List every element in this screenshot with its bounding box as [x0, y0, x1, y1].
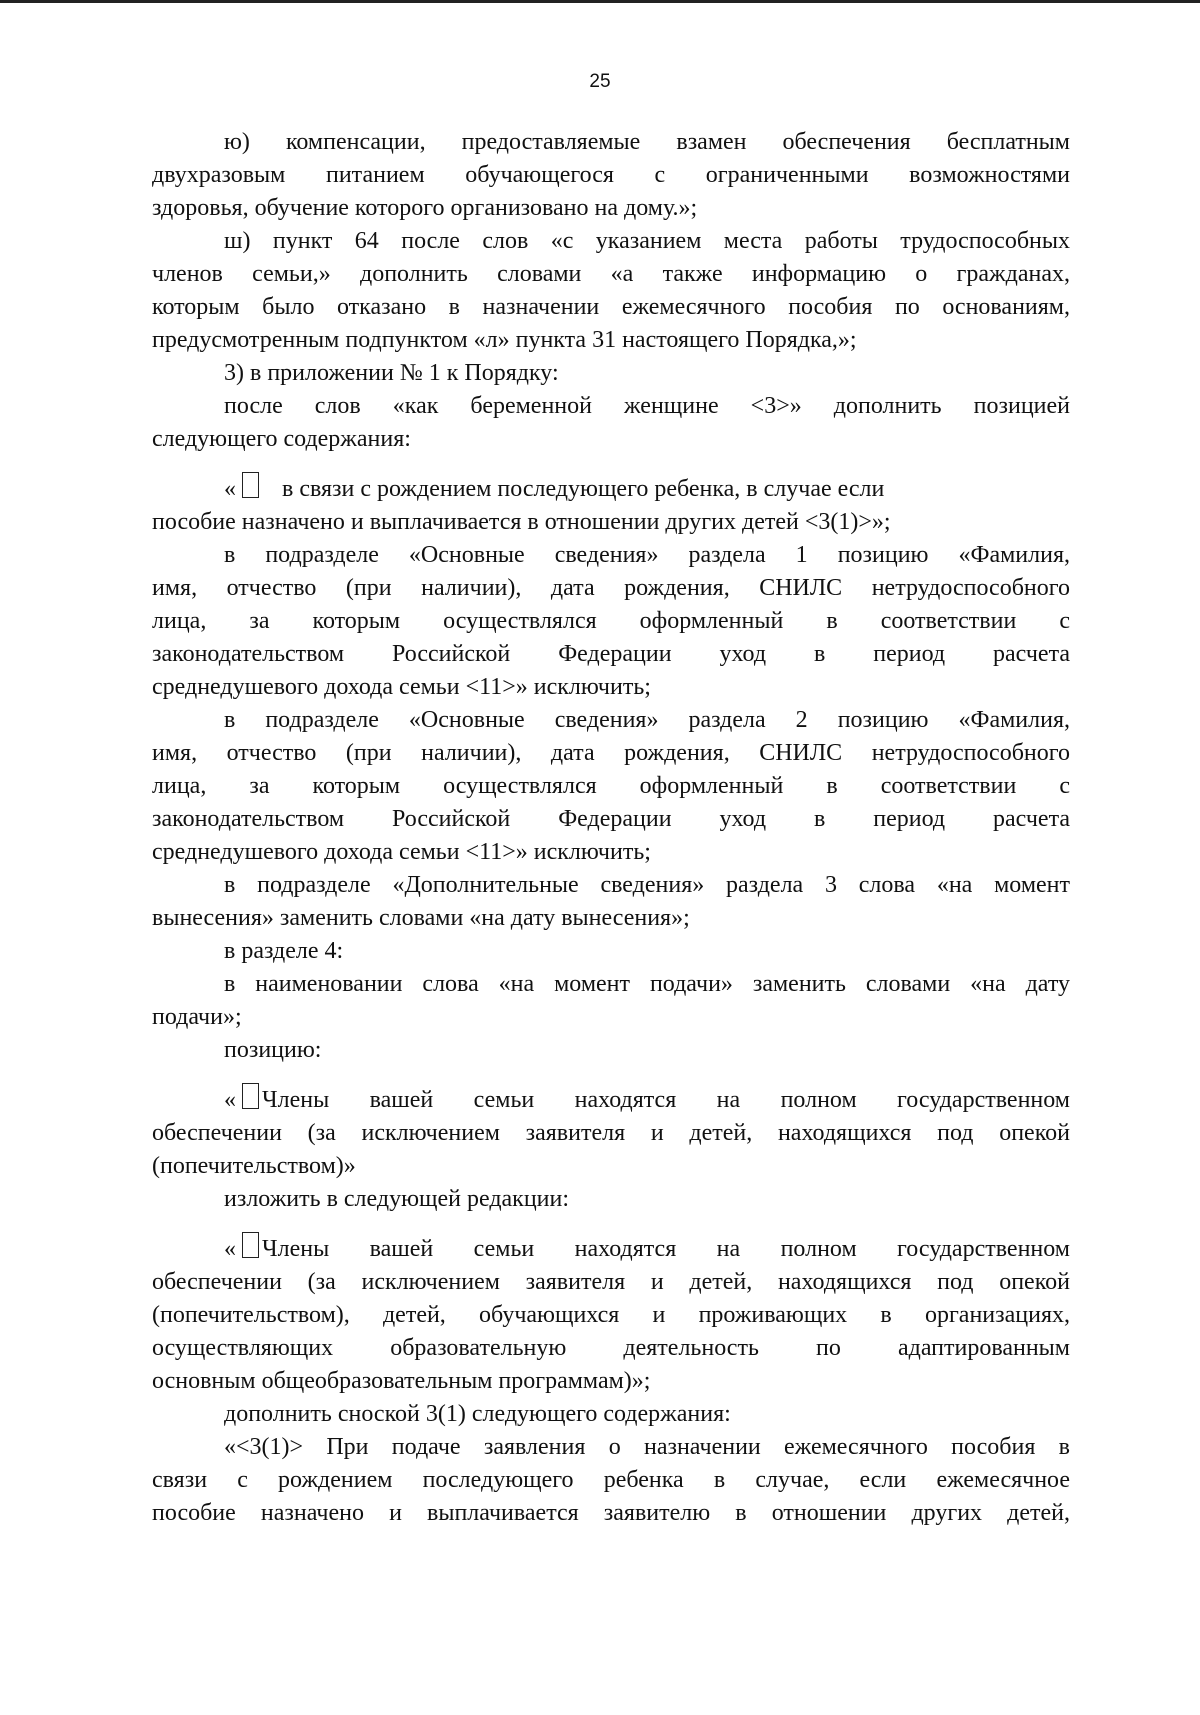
checkbox-square-icon: [242, 1232, 259, 1258]
text-line: вынесения» заменить словами «на дату вынесения»;: [152, 905, 690, 931]
position-text: Члены вашей семьи находятся на полном государственном: [262, 1236, 1070, 1262]
footnote-3-1: [152, 1431, 1070, 1530]
text-line: здоровья, обучение которого организовано на дому.»;: [152, 195, 698, 221]
paragraph-footnote-add: [152, 1398, 1070, 1431]
position-birth-next-child: [152, 472, 1070, 539]
text-line: лица, за которым осуществлялся оформленный в соответствии с: [152, 608, 1070, 634]
paragraph-section-2: [152, 704, 1070, 869]
paragraph-position-label: [152, 1034, 1070, 1067]
position-new-family-support: [152, 1232, 1070, 1398]
position-text: Члены вашей семьи находятся на полном государственном: [262, 1087, 1070, 1113]
paragraph-appendix-1: [152, 357, 1070, 390]
text-line: имя, отчество (при наличии), дата рождения, СНИЛС нетрудоспособного: [152, 575, 1070, 601]
text-line: обеспечении (за исключением заявителя и детей, находящихся под опекой: [152, 1120, 1070, 1146]
text-line: «<3(1)> При подаче заявления о назначении ежемесячного пособия в: [224, 1434, 1070, 1460]
opening-quote: «: [224, 1236, 236, 1262]
text-line: ш) пункт 64 после слов «с указанием места работы трудоспособных: [224, 228, 1070, 254]
text-line: обеспечении (за исключением заявителя и детей, находящихся под опекой: [152, 1269, 1070, 1295]
top-border-line: [0, 0, 1200, 3]
checkbox-square-icon: [242, 1083, 259, 1109]
opening-quote: «: [224, 476, 236, 502]
position-old-family-support: [152, 1083, 1070, 1183]
paragraph-section-1: [152, 539, 1070, 704]
text-line: 3) в приложении № 1 к Порядку:: [224, 360, 559, 386]
text-line: лица, за которым осуществлялся оформленный в соответствии с: [152, 773, 1070, 799]
text-line: ю) компенсации, предоставляемые взамен обеспечения бесплатным: [224, 129, 1070, 155]
text-line: двухразовым питанием обучающегося с ограниченными возможностями: [152, 162, 1070, 188]
text-line: основным общеобразовательным программам)»;: [152, 1368, 651, 1394]
text-line: (попечительством)»: [152, 1153, 356, 1179]
document-body: [152, 126, 1070, 1530]
text-line: в подразделе «Основные сведения» раздела 2 позицию «Фамилия,: [224, 707, 1070, 733]
text-line: [152, 1232, 1070, 1266]
paragraph-section-3: [152, 869, 1070, 935]
text-line: (попечительством), детей, обучающихся и проживающих в организациях,: [152, 1302, 1070, 1328]
checkbox-square-icon: [242, 472, 259, 498]
text-line: членов семьи,» дополнить словами «а также информацию о гражданах,: [152, 261, 1070, 287]
text-line: которым было отказано в назначении ежемесячного пособия по основаниям,: [152, 294, 1070, 320]
text-line: имя, отчество (при наличии), дата рождения, СНИЛС нетрудоспособного: [152, 740, 1070, 766]
text-line: позицию:: [224, 1037, 322, 1063]
paragraph-new-edition: [152, 1183, 1070, 1216]
text-line: в подразделе «Основные сведения» раздела 1 позицию «Фамилия,: [224, 542, 1070, 568]
text-line: осуществляющих образовательную деятельность по адаптированным: [152, 1335, 1070, 1361]
paragraph-section-4: [152, 935, 1070, 968]
position-text: в связи с рождением последующего ребенка, в случае если: [282, 476, 885, 502]
text-line: изложить в следующей редакции:: [224, 1186, 570, 1212]
text-line: связи с рождением последующего ребенка в случае, если ежемесячное: [152, 1467, 1070, 1493]
text-line: пособие назначено и выплачивается в отношении других детей <3(1)>»;: [152, 509, 891, 535]
paragraph-title-change: [152, 968, 1070, 1034]
paragraph-item-yu: [152, 126, 1070, 225]
text-line: после слов «как беременной женщине <3>» дополнить позицией: [224, 393, 1070, 419]
paragraph-after-words: [152, 390, 1070, 456]
text-line: в наименовании слова «на момент подачи» заменить словами «на дату: [224, 971, 1070, 997]
text-line: [152, 1083, 1070, 1117]
text-line: следующего содержания:: [152, 426, 411, 452]
page-number: 25: [589, 71, 611, 92]
text-line: среднедушевого дохода семьи <11>» исключить;: [152, 839, 651, 865]
text-line: в разделе 4:: [224, 938, 344, 964]
text-line: законодательством Российской Федерации уход в период расчета: [152, 641, 1070, 667]
paragraph-item-sh: [152, 225, 1070, 357]
text-line: подачи»;: [152, 1004, 242, 1030]
text-line: [152, 472, 1070, 506]
text-line: дополнить сноской 3(1) следующего содержания:: [224, 1401, 731, 1427]
opening-quote: «: [224, 1087, 236, 1113]
text-line: предусмотренным подпунктом «л» пункта 31 настоящего Порядка,»;: [152, 327, 857, 353]
text-line: законодательством Российской Федерации уход в период расчета: [152, 806, 1070, 832]
text-line: в подразделе «Дополнительные сведения» раздела 3 слова «на момент: [224, 872, 1070, 898]
text-line: пособие назначено и выплачивается заявителю в отношении других детей,: [152, 1500, 1070, 1526]
text-line: среднедушевого дохода семьи <11>» исключить;: [152, 674, 651, 700]
